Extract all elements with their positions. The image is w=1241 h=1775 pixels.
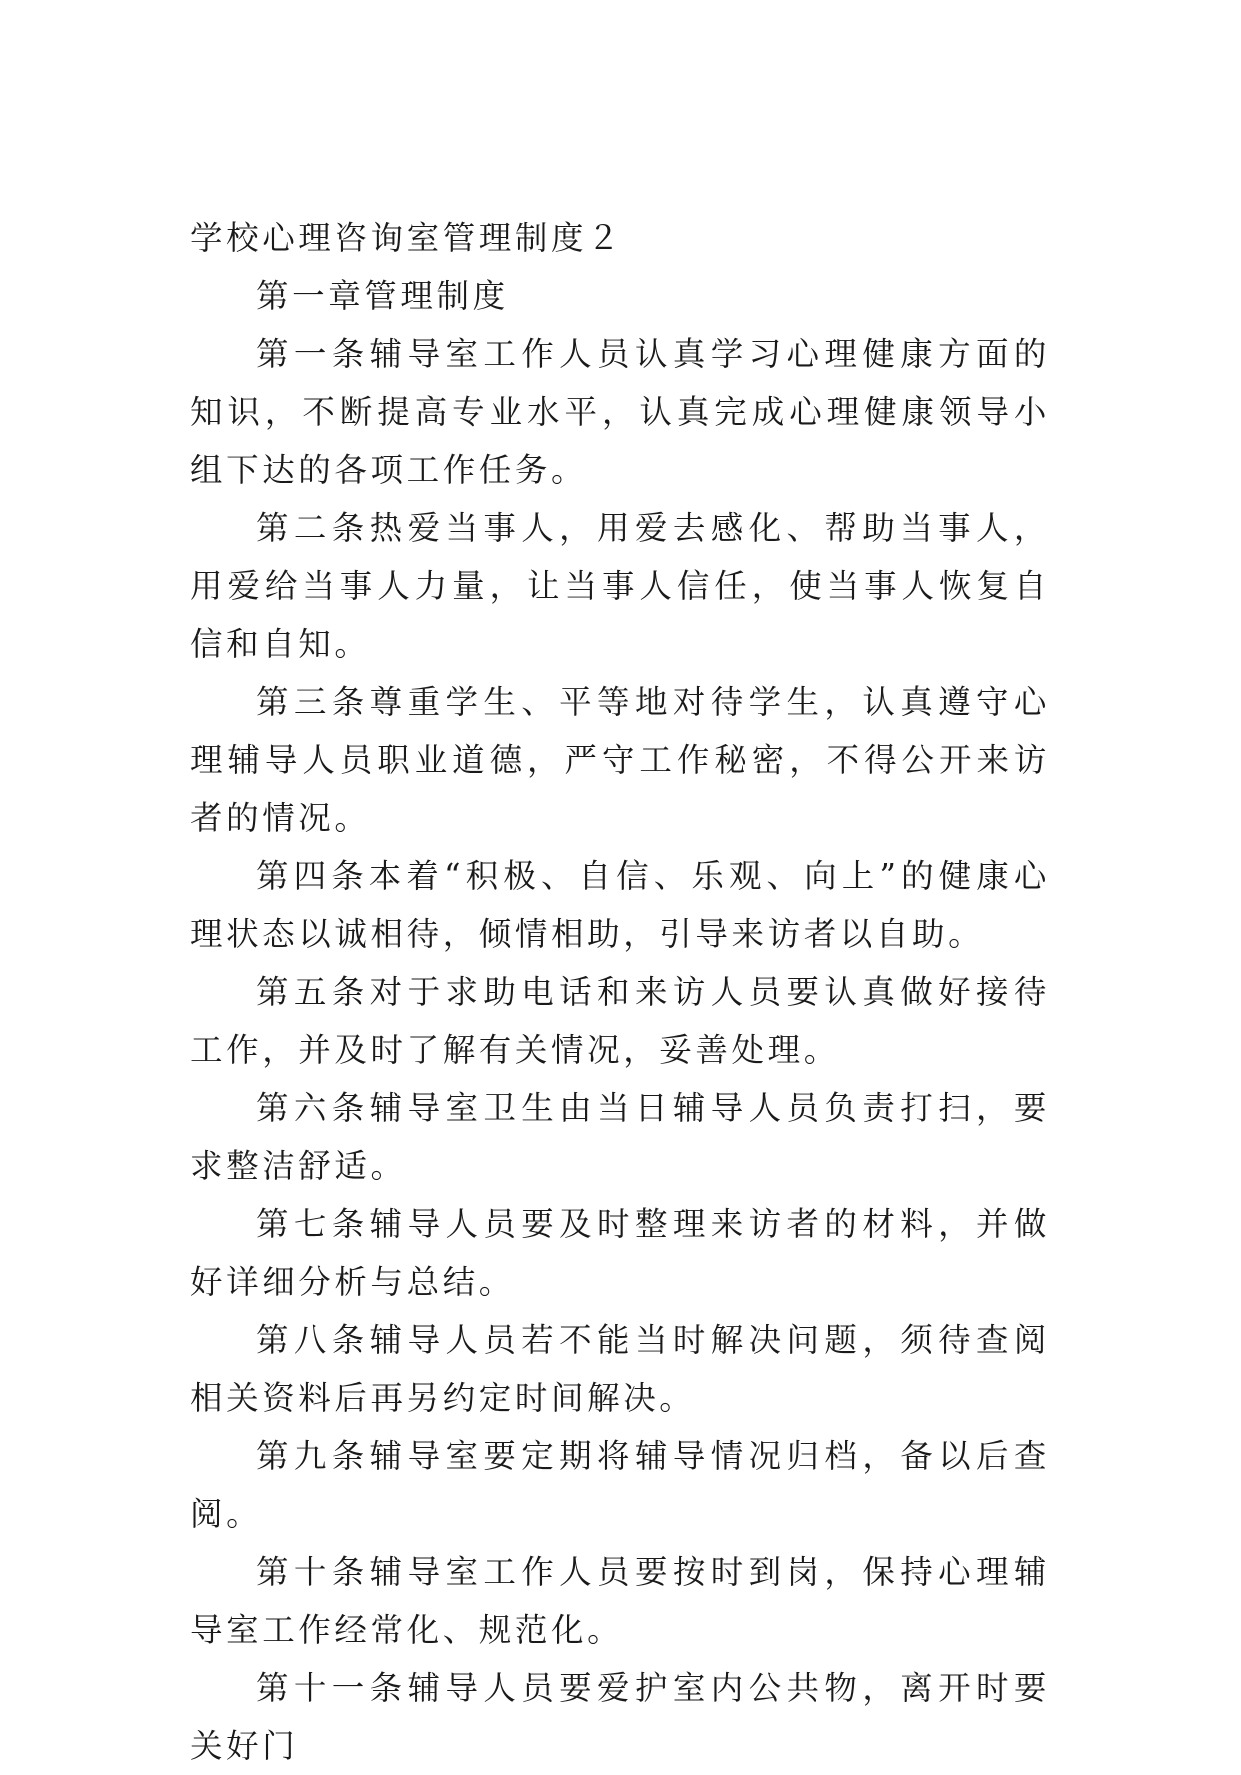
article-8: 第八条辅导人员若不能当时解决问题，须待查阅相关资料后再另约定时间解决。 [190, 1321, 1050, 1417]
document-body [190, 209, 1050, 1775]
article-11: 第十一条辅导人员要爱护室内公共物，离开时要关好门 [190, 1669, 1050, 1765]
article-9: 第九条辅导室要定期将辅导情况归档，备以后查阅。 [190, 1437, 1050, 1533]
article-3: 第三条尊重学生、平等地对待学生，认真遵守心理辅导人员职业道德，严守工作秘密，不得公开来访者的情况。 [190, 683, 1050, 837]
article-7: 第七条辅导人员要及时整理来访者的材料，并做好详细分析与总结。 [190, 1205, 1050, 1301]
article-5: 第五条对于求助电话和来访人员要认真做好接待工作，并及时了解有关情况，妥善处理。 [190, 973, 1050, 1069]
article-1: 第一条辅导室工作人员认真学习心理健康方面的知识，不断提高专业水平，认真完成心理健康领导小组下达的各项工作任务。 [190, 335, 1050, 489]
document-title: 学校心理咨询室管理制度２ [190, 219, 624, 257]
chapter-heading: 第一章管理制度 [256, 277, 509, 315]
article-6: 第六条辅导室卫生由当日辅导人员负责打扫，要求整洁舒适。 [190, 1089, 1050, 1185]
article-10: 第十条辅导室工作人员要按时到岗，保持心理辅导室工作经常化、规范化。 [190, 1553, 1050, 1649]
article-2: 第二条热爱当事人，用爱去感化、帮助当事人，用爱给当事人力量，让当事人信任，使当事人恢复自信和自知。 [190, 509, 1050, 663]
article-4: 第四条本着“积极、自信、乐观、向上”的健康心理状态以诚相待，倾情相助，引导来访者以自助。 [190, 857, 1050, 953]
